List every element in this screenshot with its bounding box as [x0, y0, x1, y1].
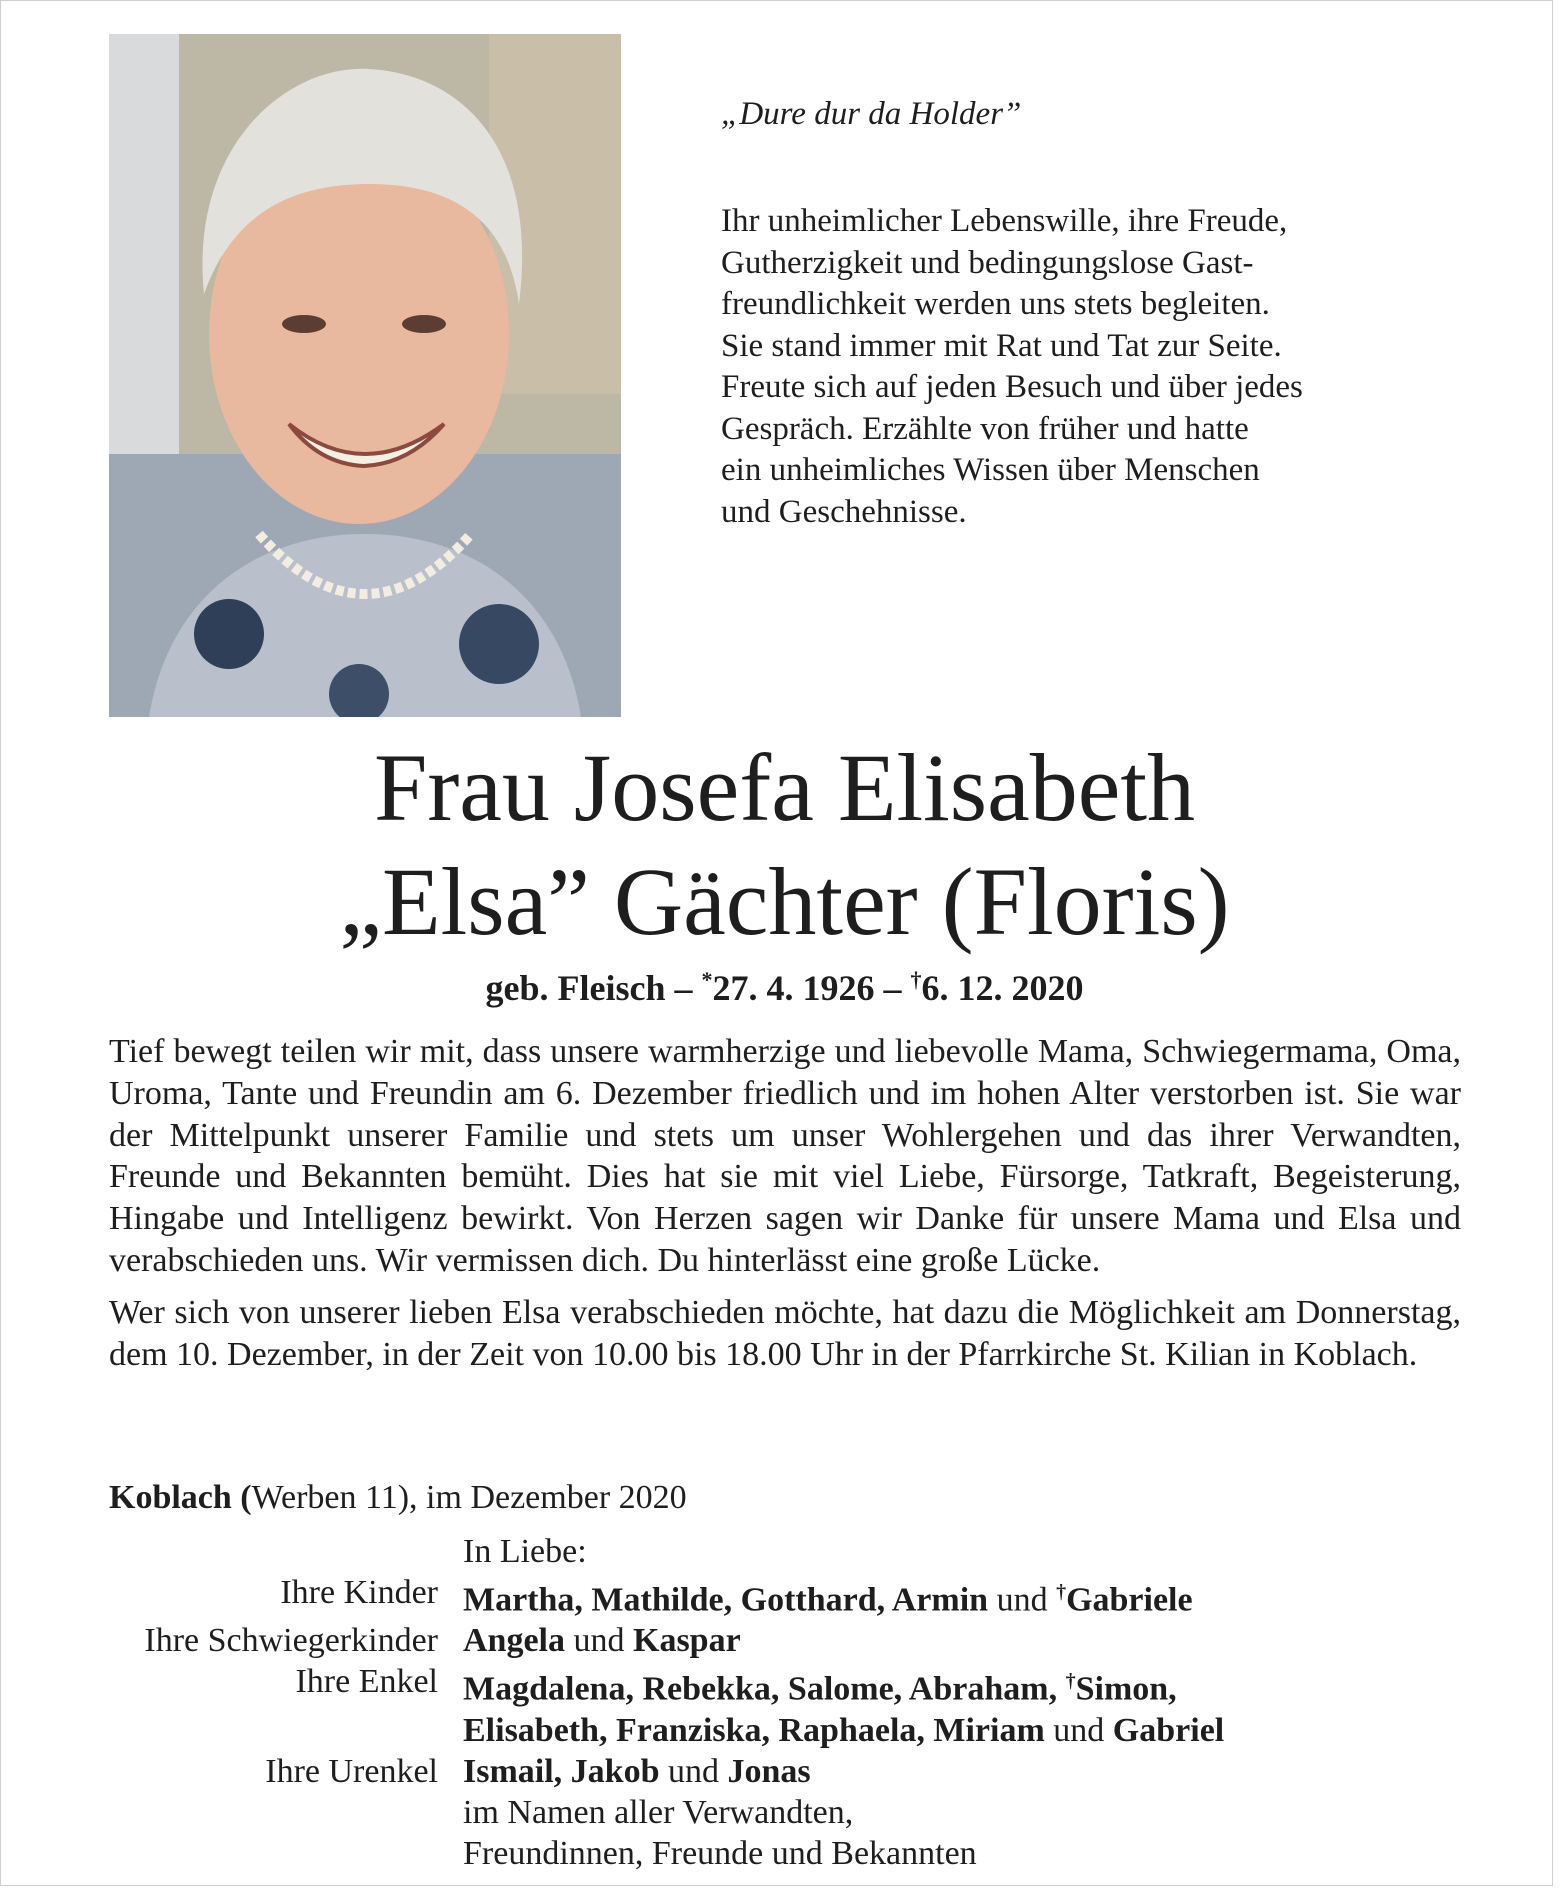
- family-names: Gabriele: [1066, 1581, 1193, 1619]
- conjunction: und: [565, 1622, 633, 1660]
- intro-paragraph: [721, 201, 1461, 533]
- place-and-date: [109, 1479, 687, 1517]
- family-label: Ihre Enkel: [295, 1663, 438, 1701]
- conjunction: und: [988, 1581, 1057, 1619]
- address-date: Werben 11), im Dezember 2020: [251, 1479, 687, 1516]
- intro-line: ein unheimliches Wissen über Menschen: [721, 452, 1260, 488]
- family-names: Kaspar: [633, 1622, 741, 1660]
- cross-symbol: †: [1065, 1670, 1076, 1693]
- family-names: Elisabeth, Franziska, Raphaela, Miriam: [463, 1711, 1045, 1749]
- family-names: Simon,: [1075, 1670, 1177, 1708]
- intro-line: Sie stand immer mit Rat und Tat zur Seite.: [721, 327, 1282, 364]
- family-row: [1, 1792, 1567, 1833]
- portrait-photo: [109, 34, 621, 717]
- intro-line: Gutherzigkeit und bedingungslose Gast-: [721, 244, 1254, 281]
- family-row: [1, 1833, 1567, 1874]
- family-row: [1, 1572, 1567, 1620]
- birth-date: 27. 4. 1926: [712, 968, 875, 1008]
- announcement-paragraph: Tief bewegt teilen wir mit, dass unsere warmherzige und liebevolle Mama, Schwiegermama, Oma, Uroma, Tante und Freundin am 6. Dezember friedlich und im hohen Alter verstorben ist. Sie war der Mittelpunkt unserer Familie und stets um unser Wohlergehen und das ihrer Verwandten, Freunde und Bekannten bemüht. Dies hat sie mit viel Liebe, Fürsorge, Tatkraft, Begeisterung, Hingabe und Intelligenz bewirkt. Von Herzen sagen wir Danke für unsere Mama und Elsa und verabschieden uns. Wir vermissen dich. Du hinterlässt eine große Lücke.: [109, 1033, 1461, 1279]
- intro-line: freundlichkeit werden uns stets begleiten.: [721, 286, 1270, 322]
- closing-line: im Namen aller Verwandten,: [463, 1793, 854, 1831]
- family-label: Ihre Urenkel: [265, 1752, 438, 1790]
- deceased-name: [1, 731, 1567, 959]
- life-dates: [1, 967, 1567, 1009]
- family-names: Angela: [463, 1622, 565, 1660]
- closing-line: Freundinnen, Freunde und Bekannten: [463, 1834, 977, 1872]
- intro-line: Gespräch. Erzählte von früher und hatte: [721, 410, 1249, 447]
- family-label: Ihre Schwiegerkinder: [144, 1622, 438, 1660]
- name-line-2: „Elsa” Gächter (Floris): [339, 848, 1230, 955]
- birth-name: geb. Fleisch: [485, 968, 666, 1008]
- announcement-text: [109, 1031, 1461, 1385]
- motto-quote: „Dure dur da Holder”: [721, 96, 1022, 132]
- family-names: Magdalena, Rebekka, Salome, Abraham,: [463, 1670, 1066, 1708]
- family-row: [1, 1620, 1567, 1661]
- death-date: 6. 12. 2020: [921, 968, 1084, 1008]
- name-line-1: Frau Josefa Elisabeth: [373, 734, 1196, 841]
- family-names: Ismail, Jakob: [463, 1752, 660, 1790]
- separator: –: [883, 968, 902, 1008]
- family-row: [1, 1710, 1567, 1751]
- family-row: [1, 1751, 1567, 1792]
- died-symbol: †: [910, 967, 922, 992]
- family-row: [1, 1531, 1567, 1572]
- separator: –: [674, 968, 693, 1008]
- family-names: Jonas: [727, 1752, 811, 1790]
- intro-line: Ihr unheimlicher Lebenswille, ihre Freude,: [721, 203, 1288, 239]
- born-symbol: *: [701, 967, 713, 992]
- family-names: Martha, Mathilde, Gotthard, Armin: [463, 1581, 989, 1619]
- intro-line: Freute sich auf jeden Besuch und über jedes: [721, 369, 1303, 405]
- family-names: Gabriel: [1112, 1711, 1225, 1749]
- family-heading: In Liebe:: [463, 1533, 587, 1570]
- conjunction: und: [1044, 1711, 1113, 1749]
- cross-symbol: †: [1056, 1581, 1067, 1603]
- family-label: Ihre Kinder: [280, 1574, 438, 1611]
- family-list: [1, 1531, 1567, 1874]
- intro-line: und Geschehnisse.: [721, 493, 967, 530]
- town: Koblach (: [109, 1479, 252, 1516]
- family-row: [1, 1661, 1567, 1709]
- conjunction: und: [659, 1752, 728, 1790]
- farewell-paragraph: Wer sich von unserer lieben Elsa verabschieden möchte, hat dazu die Möglichkeit am Donnerstag, dem 10. Dezember, in der Zeit von 10.00 bis 18.00 Uhr in der Pfarrkirche St. Kilian in Koblach.: [109, 1293, 1461, 1373]
